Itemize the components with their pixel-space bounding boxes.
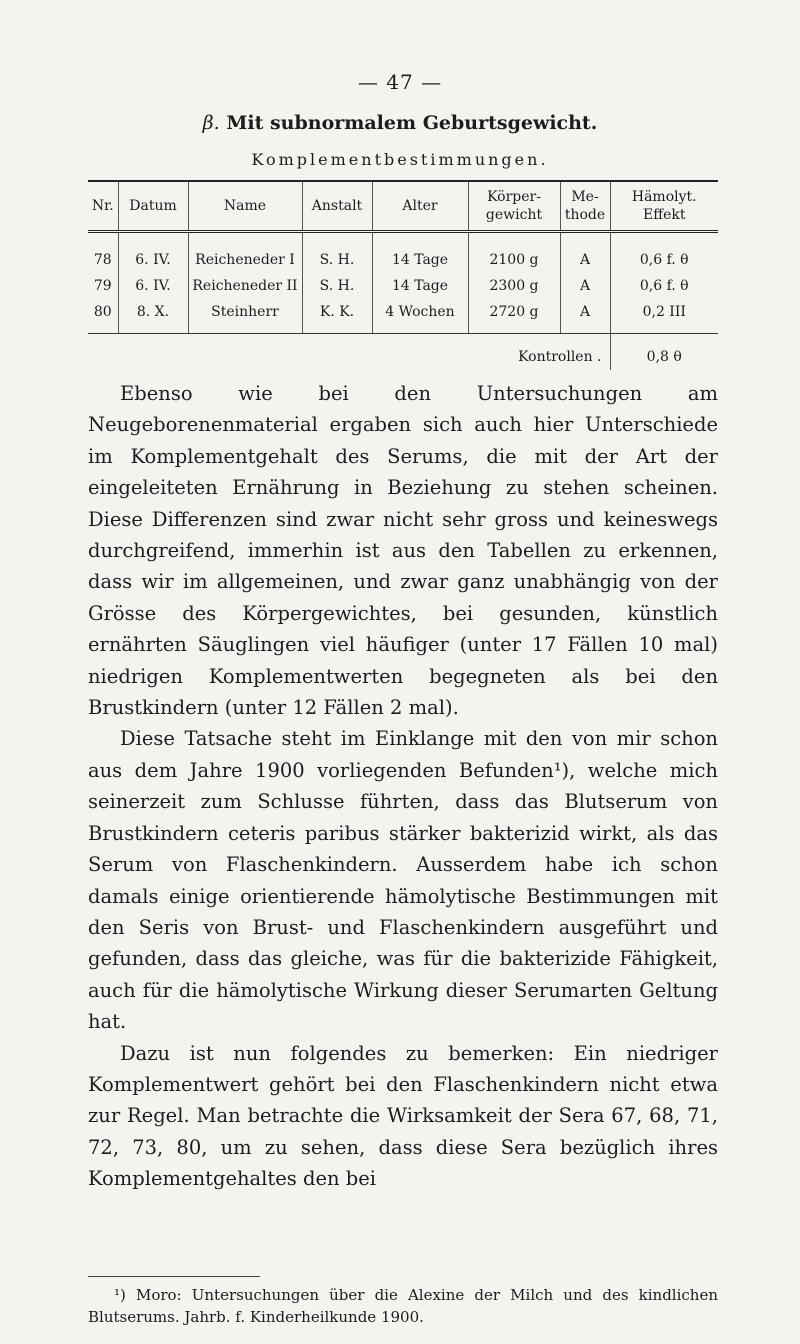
table-row (88, 232, 718, 274)
control-row (88, 334, 718, 371)
cell-alter: 14 Tage (372, 273, 468, 299)
paragraph: Diese Tatsache steht im Einklange mit den von mir schon aus dem Jahre 1900 vorliegenden Befunden¹), welche mich seinerzeit zum Schlusse führten, dass das Blutserum von Brustkindern ceteris paribus stärker bakterizid wirkt, als das Serum von Flaschenkindern. Ausserdem habe ich schon damals einige orientierende hämolytische Bestimmungen mit den Seris von Brust- und Flaschenkindern ausgeführt und gefunden, dass das gleiche, was für die bakterizide Fähigkeit, auch für die hämolytische Wirkung dieser Serumarten Geltung hat. (88, 727, 718, 1034)
cell-name: Reicheneder II (188, 273, 302, 299)
cell-methode: A (560, 273, 610, 299)
cell-effekt: 0,6 f. θ (610, 232, 718, 274)
cell-nr: 80 (88, 299, 118, 334)
section-heading (0, 112, 800, 134)
cell-effekt: 0,2 III (610, 299, 718, 334)
cell-gewicht: 2720 g (468, 299, 560, 334)
cell-nr: 79 (93, 278, 112, 294)
section-letter: β. (202, 112, 220, 134)
cell-methode: A (560, 232, 610, 274)
cell-gewicht: 2300 g (468, 273, 560, 299)
header-nr: Nr. (88, 181, 118, 232)
cell-datum: 6. IV. (118, 273, 188, 299)
header-datum: Datum (118, 181, 188, 232)
header-name: Name (188, 181, 302, 232)
footnote-rule (88, 1276, 260, 1277)
cell-datum: 8. X. (118, 299, 188, 334)
complement-table (88, 180, 718, 370)
header-alter: Alter (372, 181, 468, 232)
page-number: — 47 — (357, 70, 443, 94)
paragraph: Ebenso wie bei den Untersuchungen am Neugeborenenmaterial ergaben sich auch hier Unterschiede im Komplementgehalt des Serums, die mit der Art der eingeleiteten Ernährung in Beziehung zu stehen scheinen. Diese Differenzen sind zwar nicht sehr gross und keineswegs durchgreifend, immerhin ist aus den Tabellen zu erkennen, dass wir im allgemeinen, und zwar ganz unabhängig von der Grösse des Körpergewichtes, bei gesunden, künstlich ernährten Säuglingen viel häufiger (unter 17 Fällen 10 mal) niedrigen Komplementwerten begegneten als bei den Brustkindern (unter 12 Fällen 2 mal). (88, 382, 718, 720)
section-subtitle: Komplementbestimmungen. (251, 150, 549, 169)
footnote: ¹) Moro: Untersuchungen über die Alexine der Milch und des kindlichen Blutserums. Jahrb. f. Kinderheilkunde 1900. (88, 1286, 718, 1326)
table-row (88, 299, 718, 334)
control-value: 0,8 θ (610, 334, 718, 371)
cell-alter: 4 Wochen (372, 299, 468, 334)
cell-gewicht: 2100 g (468, 232, 560, 274)
cell-anstalt: K. K. (302, 299, 372, 334)
cell-effekt: 0,6 f. θ (610, 273, 718, 299)
cell-datum: 6. IV. (118, 232, 188, 274)
cell-methode: A (560, 299, 610, 334)
header-haemolyt-effekt: Hämolyt. Effekt (610, 181, 718, 232)
control-label: Kontrollen . (518, 349, 602, 365)
paragraph: Dazu ist nun folgendes zu bemerken: Ein niedriger Komplementwert gehört bei den Flaschenkindern nicht etwa zur Regel. Man betrachte die Wirksamkeit der Sera 67, 68, 71, 72, 73, 80, um zu sehen, dass diese Sera bezüglich ihres Komplementgehaltes den bei (88, 1041, 718, 1191)
cell-anstalt: S. H. (302, 232, 372, 274)
header-anstalt: Anstalt (302, 181, 372, 232)
cell-nr: 78 (93, 252, 112, 268)
table-row (88, 273, 718, 299)
header-methode: Me-thode (560, 181, 610, 232)
cell-name: Steinherr (188, 299, 302, 334)
cell-alter: 14 Tage (372, 232, 468, 274)
table-header-row (88, 181, 718, 232)
body-text (88, 378, 718, 1195)
cell-name: Reicheneder I (188, 232, 302, 274)
cell-anstalt: S. H. (302, 273, 372, 299)
header-koerpergewicht: Körper-gewicht (468, 181, 560, 232)
section-title: Mit subnormalem Geburtsgewicht. (226, 112, 598, 134)
